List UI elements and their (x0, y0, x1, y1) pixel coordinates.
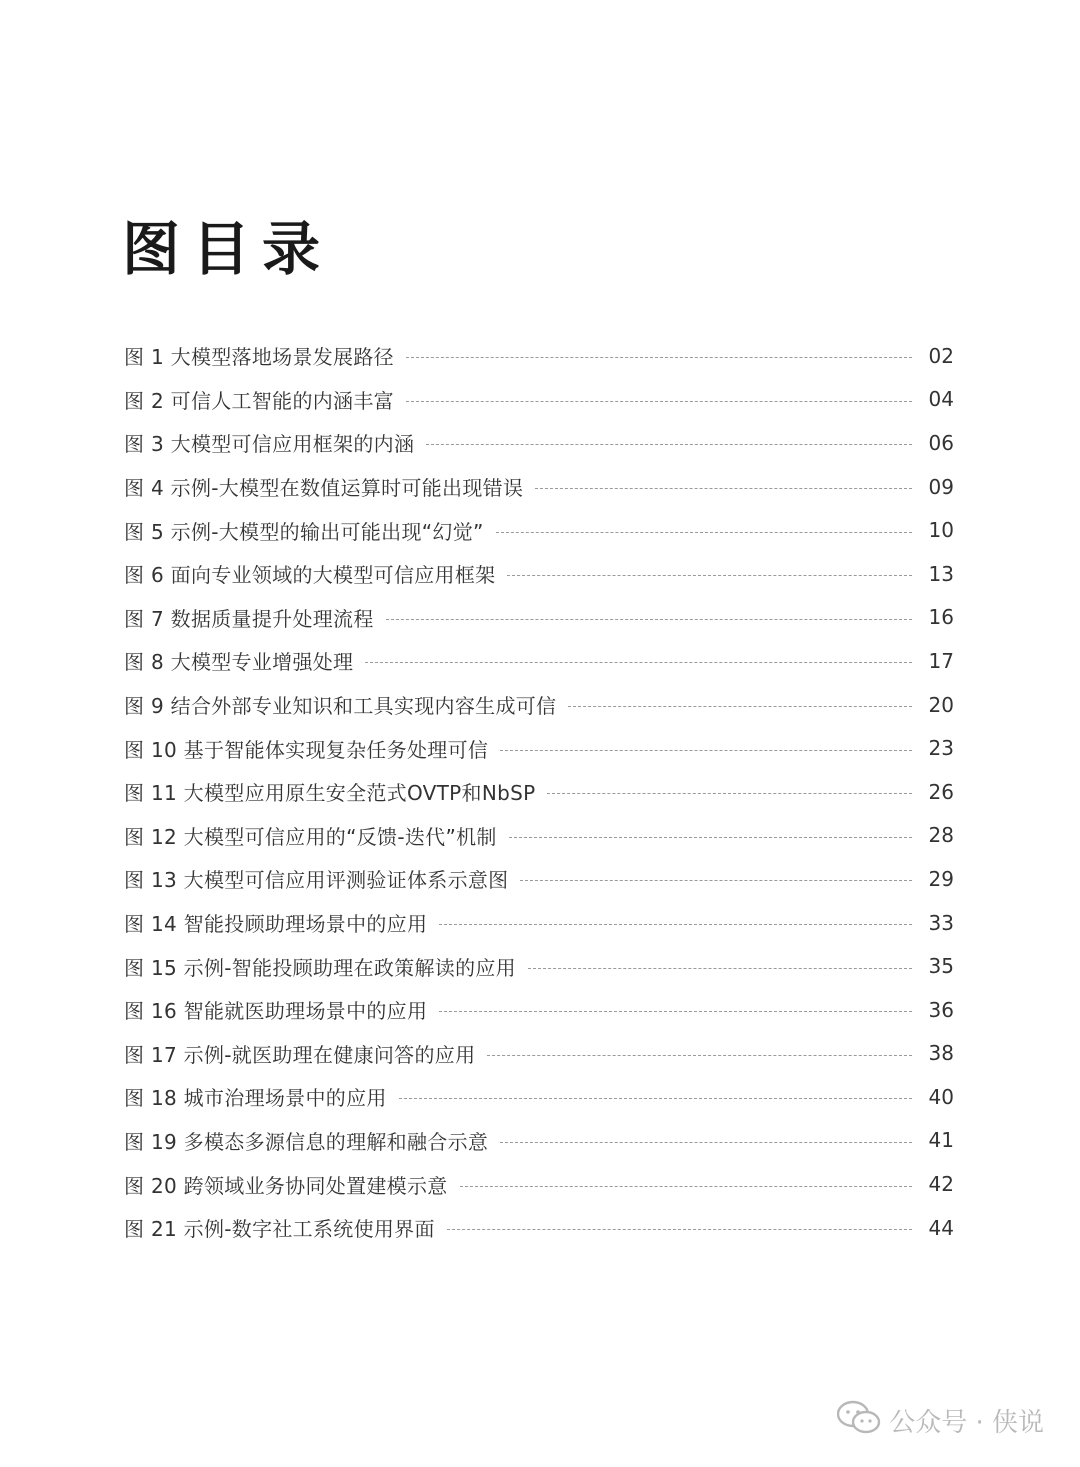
toc-entry[interactable] (124, 901, 954, 945)
toc-leader-dots (399, 1098, 912, 1099)
toc-leader-dots (509, 837, 912, 838)
toc-entry-label: 图 19 多模态多源信息的理解和融合示意 (124, 1129, 489, 1154)
toc-entry-label: 图 18 城市治理场景中的应用 (124, 1086, 387, 1111)
toc-entry-label: 图 12 大模型可信应用的“反馈-迭代”机制 (124, 824, 497, 849)
toc-entry-page: 23 (928, 736, 954, 761)
toc-entry-label: 图 4 示例-大模型在数值运算时可能出现错误 (124, 476, 524, 501)
toc-entry-page: 36 (928, 997, 954, 1022)
toc-entry-page: 26 (928, 779, 954, 804)
toc-entry[interactable] (124, 596, 954, 640)
toc-entry[interactable] (124, 1119, 954, 1163)
toc-leader-dots (568, 706, 912, 707)
toc-leader-dots (365, 662, 912, 663)
toc-entry[interactable] (124, 857, 954, 901)
toc-entry-page: 38 (928, 1041, 954, 1066)
toc-entry-page: 17 (928, 648, 954, 673)
toc-entry[interactable] (124, 508, 954, 552)
toc-entry[interactable] (124, 552, 954, 596)
toc-leader-dots (439, 924, 912, 925)
toc-entry-page: 02 (928, 343, 954, 368)
toc-leader-dots (500, 750, 912, 751)
toc-entry-label: 图 7 数据质量提升处理流程 (124, 606, 374, 631)
toc-entry-page: 29 (928, 866, 954, 891)
toc-entry-label: 图 3 大模型可信应用框架的内涵 (124, 432, 415, 457)
toc-leader-dots (535, 488, 912, 489)
toc-entry[interactable] (124, 683, 954, 727)
toc-leader-dots (487, 1055, 912, 1056)
toc-entry[interactable] (124, 1206, 954, 1250)
toc-entry-label: 图 14 智能投顾助理场景中的应用 (124, 912, 428, 937)
toc-entry-page: 13 (928, 561, 954, 586)
toc-entry-label: 图 6 面向专业领域的大模型可信应用框架 (124, 563, 496, 588)
page-title: 图目录 (122, 215, 333, 283)
toc-entry-page: 42 (928, 1172, 954, 1197)
toc-entry-page: 10 (928, 518, 954, 543)
toc-entry[interactable] (124, 334, 954, 378)
toc-entry-page: 09 (928, 474, 954, 499)
wechat-watermark (837, 1400, 1044, 1441)
toc-entry-label: 图 1 大模型落地场景发展路径 (124, 345, 394, 370)
toc-entry-label: 图 13 大模型可信应用评测验证体系示意图 (124, 868, 509, 893)
toc-entry-page: 20 (928, 692, 954, 717)
toc-entry-label: 图 17 示例-就医助理在健康问答的应用 (124, 1042, 476, 1067)
toc-entry[interactable] (124, 944, 954, 988)
toc-entry-label: 图 10 基于智能体实现复杂任务处理可信 (124, 737, 489, 762)
toc-leader-dots (528, 968, 912, 969)
toc-entry-label: 图 11 大模型应用原生安全范式OVTP和NbSP (124, 781, 536, 806)
toc-entry[interactable] (124, 465, 954, 509)
toc-leader-dots (500, 1142, 912, 1143)
toc-entry[interactable] (124, 770, 954, 814)
toc-leader-dots (496, 532, 912, 533)
toc-leader-dots (507, 575, 912, 576)
toc-entry[interactable] (124, 814, 954, 858)
toc-entry-label: 图 21 示例-数字社工系统使用界面 (124, 1217, 435, 1242)
toc-entry[interactable] (124, 421, 954, 465)
toc-entry-page: 44 (928, 1215, 954, 1240)
toc-leader-dots (520, 880, 912, 881)
toc-entry[interactable] (124, 1075, 954, 1119)
toc-entry-label: 图 2 可信人工智能的内涵丰富 (124, 388, 394, 413)
toc-leader-dots (406, 357, 912, 358)
toc-entry[interactable] (124, 1032, 954, 1076)
toc-entry-page: 33 (928, 910, 954, 935)
toc-leader-dots (426, 444, 912, 445)
toc-entry-page: 28 (928, 823, 954, 848)
toc-leader-dots (460, 1186, 912, 1187)
toc-entry[interactable] (124, 988, 954, 1032)
toc-leader-dots (439, 1011, 912, 1012)
toc-entry-label: 图 16 智能就医助理场景中的应用 (124, 999, 428, 1024)
toc-entry-page: 40 (928, 1084, 954, 1109)
toc-entry-label: 图 8 大模型专业增强处理 (124, 650, 354, 675)
toc-leader-dots (386, 619, 912, 620)
toc-entry[interactable] (124, 726, 954, 770)
toc-leader-dots (406, 401, 912, 402)
toc-entry-page: 04 (928, 387, 954, 412)
toc-entry-page: 06 (928, 430, 954, 455)
watermark-text: 公众号 · 侠说 (889, 1408, 1044, 1438)
wechat-icon (837, 1400, 881, 1441)
toc-entry-page: 35 (928, 954, 954, 979)
toc-leader-dots (447, 1229, 912, 1230)
toc-entry[interactable] (124, 639, 954, 683)
toc-entry-page: 41 (928, 1128, 954, 1153)
toc-leader-dots (547, 793, 912, 794)
toc-entry-label: 图 9 结合外部专业知识和工具实现内容生成可信 (124, 694, 557, 719)
toc-entry[interactable] (124, 1162, 954, 1206)
toc-entry-label: 图 20 跨领域业务协同处置建模示意 (124, 1173, 448, 1198)
toc-entry-page: 16 (928, 605, 954, 630)
toc-entry-label: 图 15 示例-智能投顾助理在政策解读的应用 (124, 955, 516, 980)
toc-entry-label: 图 5 示例-大模型的输出可能出现“幻觉” (124, 519, 484, 544)
figure-toc-list (124, 334, 954, 1249)
toc-entry[interactable] (124, 378, 954, 422)
